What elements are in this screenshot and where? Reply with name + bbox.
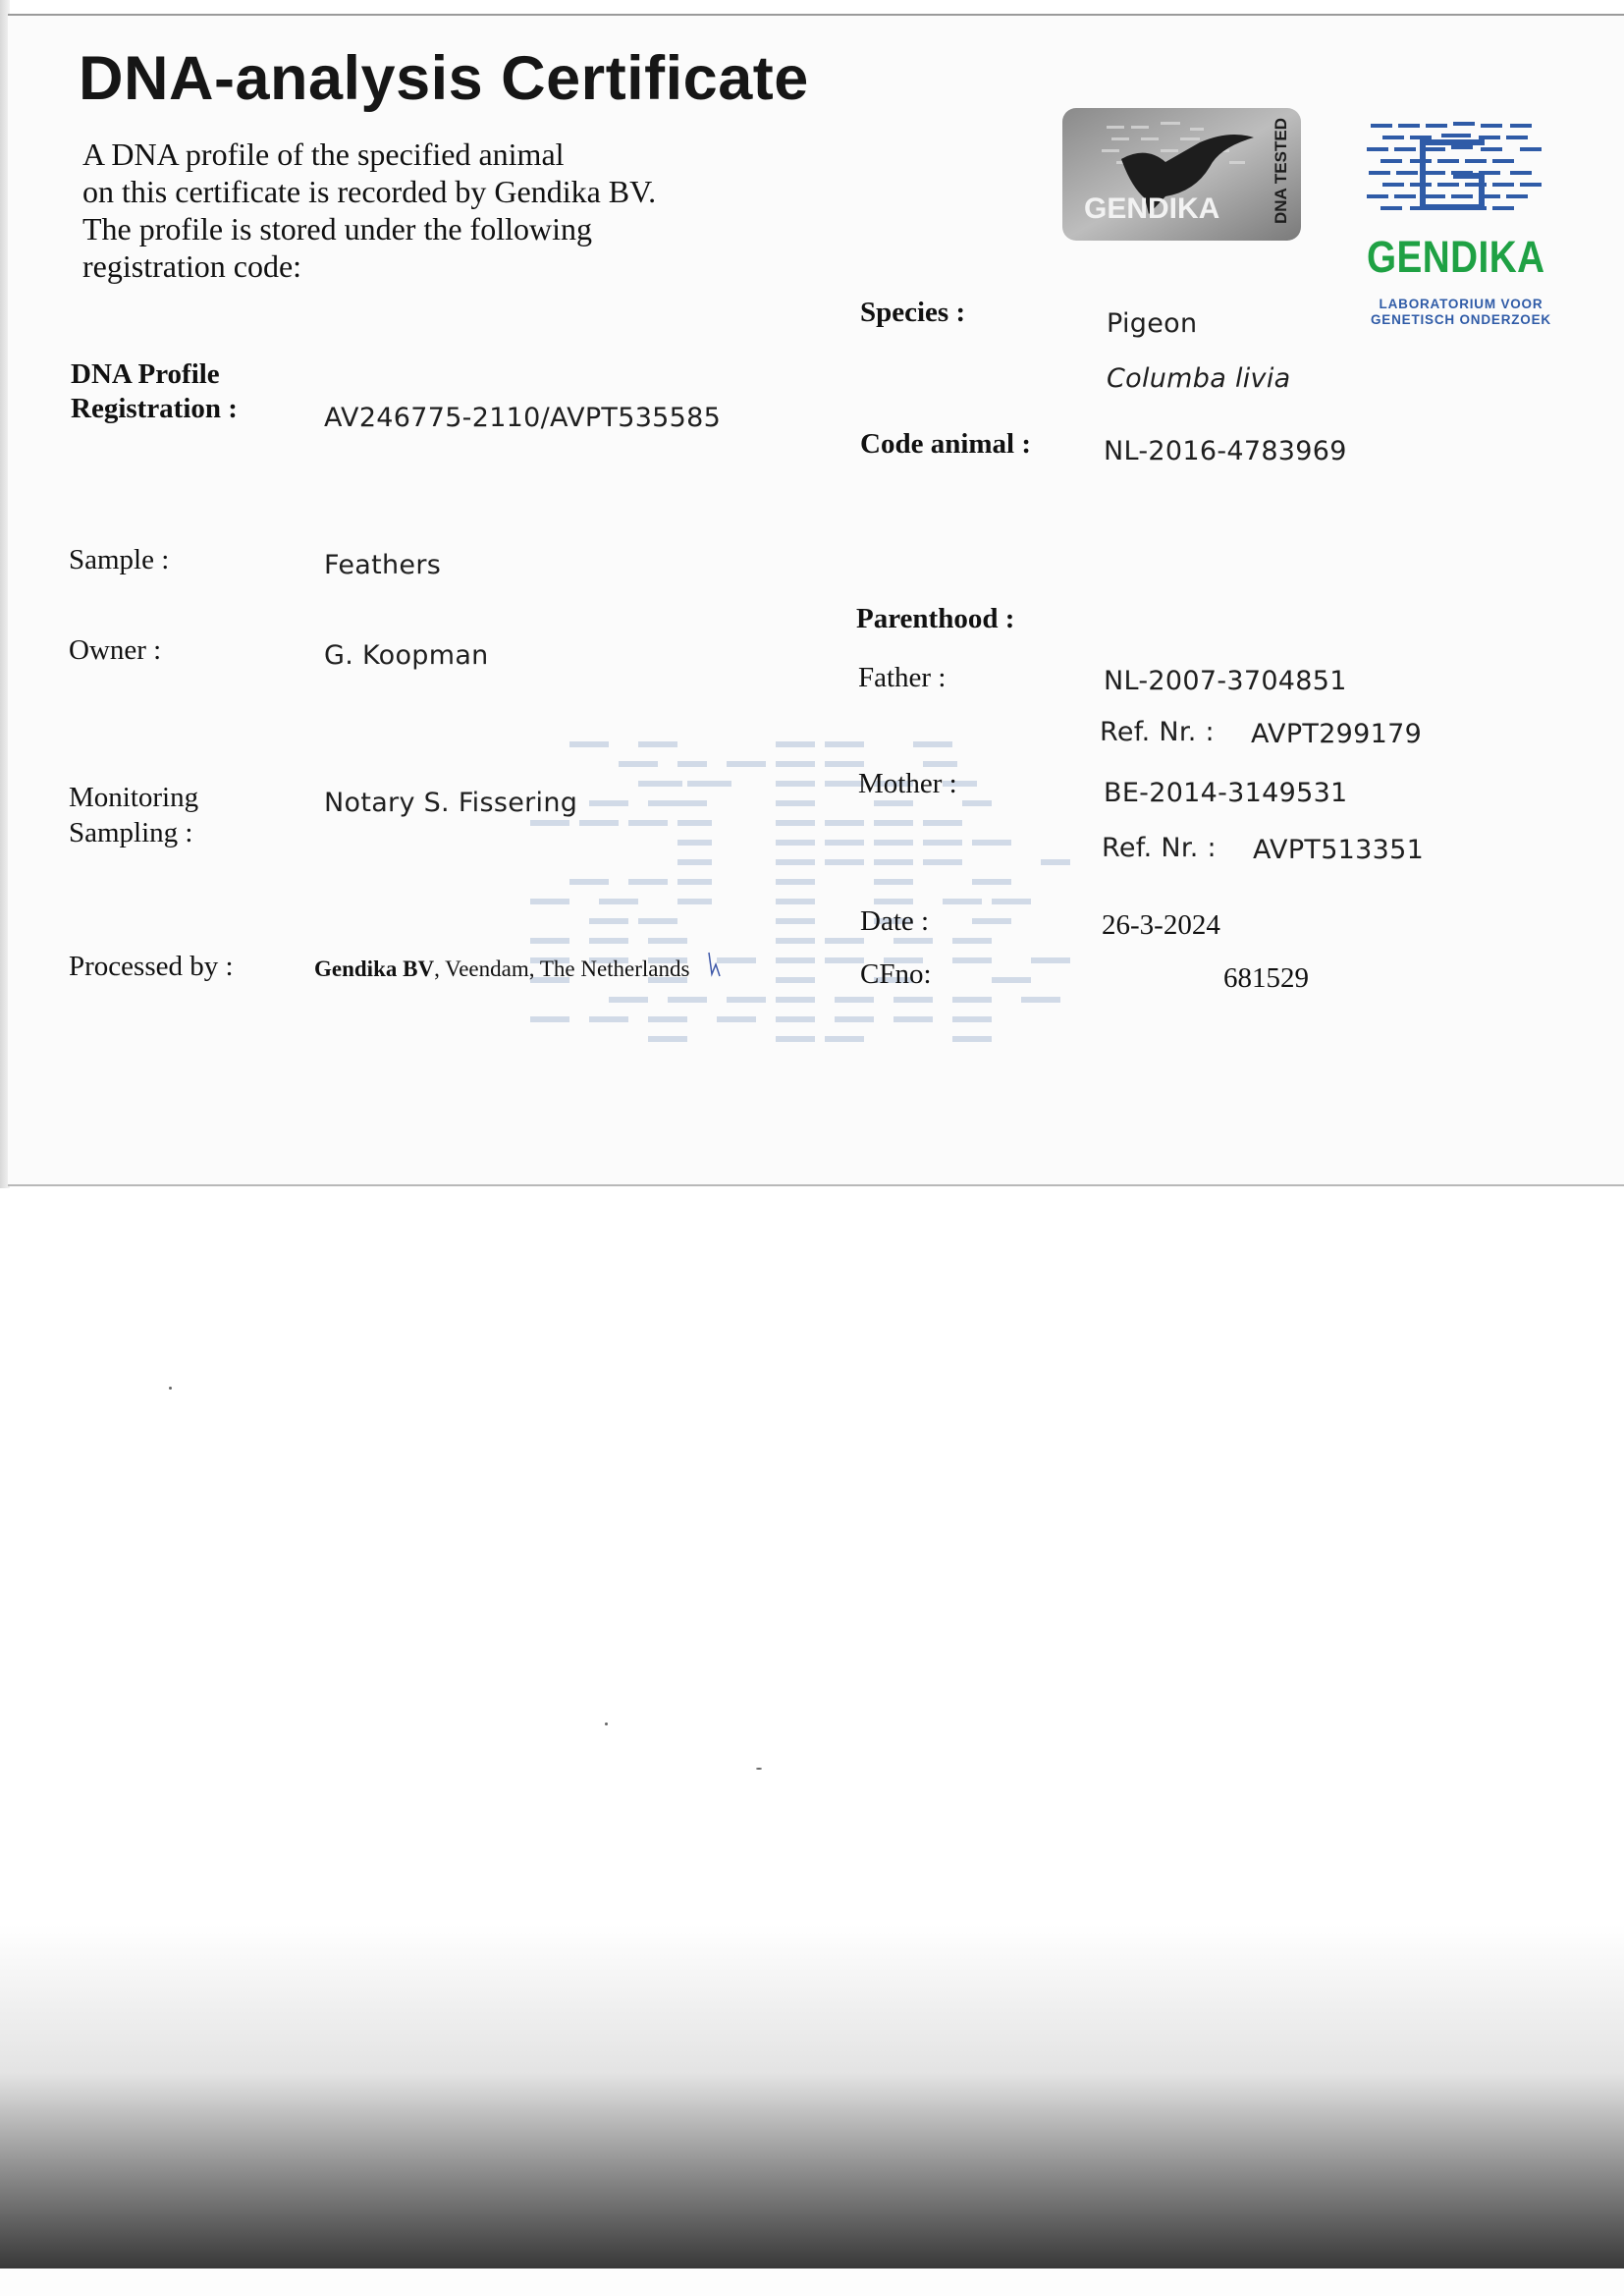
dna-tested-hologram-icon bbox=[1062, 108, 1301, 241]
owner-label: Owner : bbox=[69, 634, 162, 666]
species-label: Species : bbox=[860, 297, 966, 328]
mother-ref-value: AVPT513351 bbox=[1253, 835, 1425, 865]
father-label: Father : bbox=[858, 662, 947, 693]
scan-speck bbox=[169, 1387, 172, 1390]
mother-value: BE-2014-3149531 bbox=[1104, 778, 1348, 808]
monitoring-label-line-2: Sampling : bbox=[69, 817, 193, 848]
monitoring-label-line-1: Monitoring bbox=[69, 782, 199, 813]
svg-text:GENDIKA: GENDIKA bbox=[1084, 192, 1220, 225]
code-animal-value: NL-2016-4783969 bbox=[1104, 436, 1347, 466]
gendika-logo-icon bbox=[1363, 116, 1549, 234]
father-ref-label: Ref. Nr. : bbox=[1100, 717, 1215, 747]
date-label: Date : bbox=[860, 905, 930, 937]
mother-label: Mother : bbox=[858, 768, 957, 799]
registration-value: AV246775-2110/AVPT535585 bbox=[324, 403, 722, 433]
intro-line-3: The profile is stored under the following bbox=[82, 211, 592, 246]
registration-label-line-1: DNA Profile bbox=[71, 358, 220, 390]
intro-line-4: registration code: bbox=[82, 248, 302, 284]
gendika-logo-subtitle bbox=[1371, 297, 1551, 328]
processed-location: , Veendam, The Netherlands bbox=[434, 957, 690, 981]
scan-speck bbox=[756, 1768, 762, 1770]
species-common-value: Pigeon bbox=[1107, 308, 1198, 339]
species-latin-value: Columba livia bbox=[1107, 363, 1291, 394]
father-value: NL-2007-3704851 bbox=[1104, 666, 1347, 696]
sample-value: Feathers bbox=[324, 550, 442, 580]
scan-bottom-edge bbox=[0, 2269, 1624, 2296]
date-value: 26-3-2024 bbox=[1102, 909, 1220, 941]
scan-bottom-shadow bbox=[0, 1925, 1624, 2296]
processed-value bbox=[314, 957, 689, 982]
intro-line-1: A DNA profile of the specified animal bbox=[82, 137, 565, 172]
intro-line-2: on this certificate is recorded by Gendika BV. bbox=[82, 174, 657, 209]
processed-label: Processed by : bbox=[69, 951, 234, 982]
cfno-label: CFno: bbox=[860, 958, 932, 990]
father-ref-value: AVPT299179 bbox=[1251, 719, 1423, 749]
sample-label: Sample : bbox=[69, 544, 170, 575]
scan-speck bbox=[605, 1722, 608, 1725]
parenthood-label: Parenthood : bbox=[856, 603, 1015, 634]
gendika-logo-name: GENDIKA bbox=[1367, 232, 1545, 282]
registration-label-line-2: Registration : bbox=[71, 393, 238, 424]
code-animal-label: Code animal : bbox=[860, 428, 1031, 460]
svg-text:DNA TESTED: DNA TESTED bbox=[1272, 118, 1290, 224]
processed-company: Gendika BV bbox=[314, 957, 435, 981]
gendika-subtitle-line-1: LABORATORIUM VOOR bbox=[1379, 297, 1543, 311]
monitoring-value: Notary S. Fissering bbox=[324, 788, 578, 818]
dna-tested-badge bbox=[1062, 108, 1301, 241]
ink-tick-mark bbox=[703, 951, 736, 980]
owner-value: G. Koopman bbox=[324, 640, 489, 671]
mother-ref-label: Ref. Nr. : bbox=[1102, 833, 1217, 863]
gendika-subtitle-line-2: GENETISCH ONDERZOEK bbox=[1371, 312, 1551, 327]
certificate-title: DNA-analysis Certificate bbox=[79, 44, 809, 113]
cfno-value: 681529 bbox=[1223, 962, 1309, 994]
gendika-watermark bbox=[530, 722, 1119, 1075]
